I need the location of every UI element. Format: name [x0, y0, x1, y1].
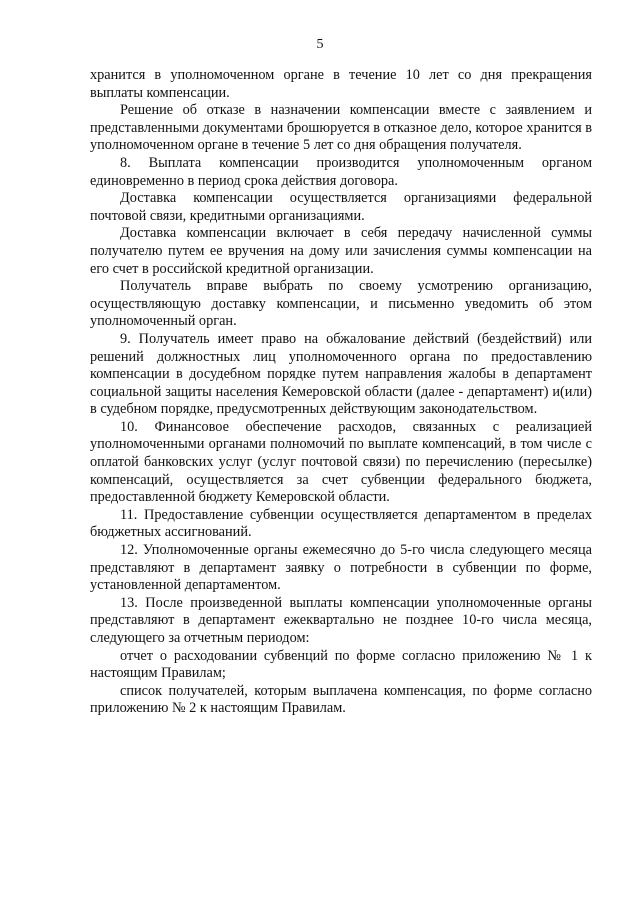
- paragraph-continued: хранится в уполномоченном органе в течение 10 лет со дня прекращения выплаты компенсации.: [90, 67, 592, 101]
- paragraph: отчет о расходовании субвенций по форме согласно приложению № 1 к настоящим Правилам;: [90, 647, 592, 682]
- paragraph: Доставка компенсации включает в себя передачу начисленной суммы получателю путем ее вручения на дому или зачисления суммы компенсации на его счет в российской кредитной организации.: [90, 225, 592, 277]
- paragraph-item-8: 8. Выплата компенсации производится уполномоченным органом единовременно в период срока действия договора.: [90, 154, 592, 189]
- paragraph-item-10: 10. Финансовое обеспечение расходов, связанных с реализацией уполномоченными органами полномочий по выплате компенсаций, в том числе с оплатой банковских услуг (услуг почтовой связи) по перечислению (пересылке) компенсаций, осуществляется за счет субвенции федерального бюджета, предоставленной бюджету Кемеровской области.: [90, 418, 592, 506]
- paragraph: Решение об отказе в назначении компенсации вместе с заявлением и представленными документами брошюруется в отказное дело, которое хранится в уполномоченном органе в течение 5 лет со дня обращения получателя.: [90, 102, 592, 154]
- paragraph-item-9: 9. Получатель имеет право на обжалование действий (бездействий) или решений должностных лиц уполномоченного органа по предоставлению компенсации в досудебном порядке путем направления жалобы в департамент социальной защиты населения Кемеровской области (далее - департамент) и(или) в судебном порядке, предусмотренных действующим законодательством.: [90, 330, 592, 418]
- paragraph: Получатель вправе выбрать по своему усмотрению организацию, осуществляющую доставку компенсации, и письменно уведомить об этом уполномоченный орган.: [90, 278, 592, 330]
- paragraph: список получателей, которым выплачена компенсация, по форме согласно приложению № 2 к настоящим Правилам.: [90, 682, 592, 717]
- paragraph: Доставка компенсации осуществляется организациями федеральной почтовой связи, кредитными организациями.: [90, 190, 592, 224]
- paragraph-item-11: 11. Предоставление субвенции осуществляется департаментом в пределах бюджетных ассигнований.: [90, 506, 592, 541]
- page-number: 5: [316, 37, 324, 52]
- paragraph-item-12: 12. Уполномоченные органы ежемесячно до 5-го числа следующего месяца представляют в департамент заявку о потребности в субвенции по форме, установленной департаментом.: [90, 542, 592, 594]
- document-body: [90, 67, 592, 718]
- paragraph-item-13: 13. После произведенной выплаты компенсации уполномоченные органы представляют в департамент ежеквартально не позднее 10-го числа месяца, следующего за отчетным периодом:: [90, 594, 592, 646]
